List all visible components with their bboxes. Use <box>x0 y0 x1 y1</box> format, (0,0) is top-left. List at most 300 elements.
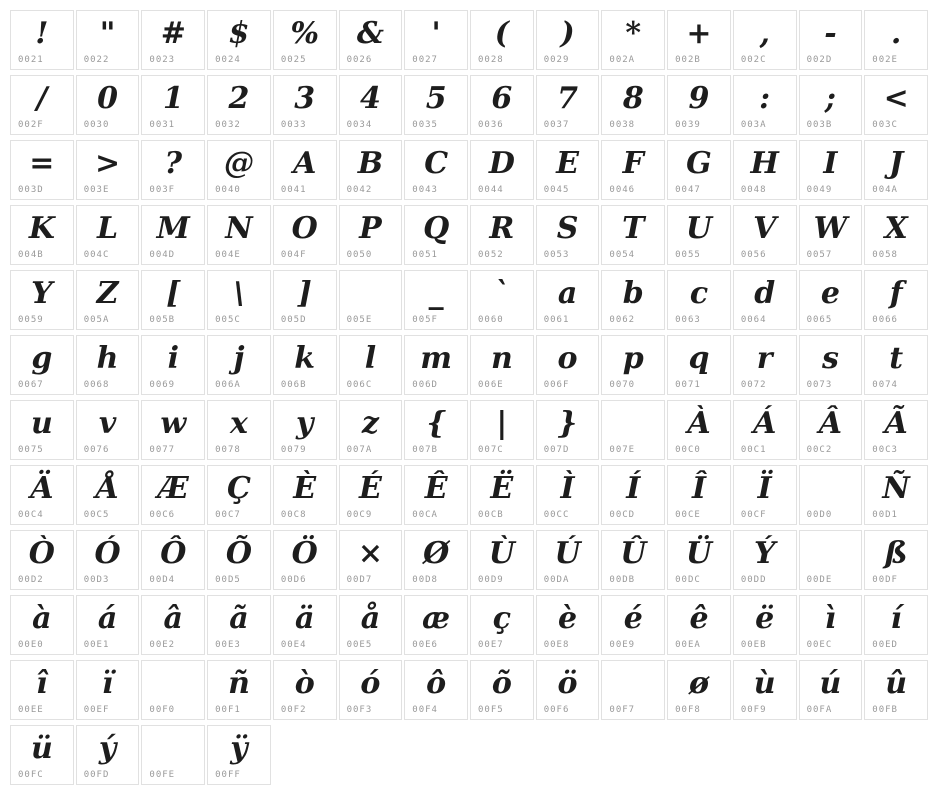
glyph-char: ( <box>494 16 509 51</box>
unicode-code-label: 007B <box>412 445 438 455</box>
unicode-code-label: 00EF <box>83 705 110 715</box>
unicode-code-label: 00CA <box>412 510 438 520</box>
unicode-code-label: 004D <box>149 250 176 260</box>
glyph-cell <box>207 595 271 655</box>
glyph-cell <box>141 335 205 395</box>
glyph-cell <box>207 140 271 200</box>
glyph-char: F <box>622 146 644 181</box>
glyph-char: | <box>496 406 508 441</box>
glyph-cell <box>76 465 140 525</box>
glyph-cell <box>601 660 665 720</box>
glyph-cell <box>76 530 140 590</box>
glyph-char: Û <box>620 536 647 571</box>
glyph-char: ù <box>753 666 776 701</box>
glyph-char: ü <box>30 731 53 766</box>
glyph-cell <box>470 335 534 395</box>
unicode-code-label: 00E9 <box>609 640 636 650</box>
glyph-char: à <box>32 601 52 636</box>
glyph-char: ì <box>824 601 837 636</box>
unicode-code-label: 002B <box>675 55 701 65</box>
glyph-cell <box>601 400 665 460</box>
unicode-code-label: 0031 <box>149 120 176 130</box>
glyph-cell <box>404 270 468 330</box>
glyph-cell <box>864 660 928 720</box>
glyph-cell <box>273 140 337 200</box>
glyph-cell <box>536 140 600 200</box>
glyph-cell <box>601 335 665 395</box>
glyph-cell <box>76 10 140 70</box>
glyph-cell <box>536 400 600 460</box>
glyph-cell <box>536 465 600 525</box>
unicode-code-label: 0024 <box>215 55 241 65</box>
unicode-code-label: 00C5 <box>83 510 110 520</box>
unicode-code-label: 003B <box>806 120 833 130</box>
unicode-code-label: 00E8 <box>543 640 570 650</box>
glyph-char <box>142 661 204 707</box>
glyph-cell <box>404 660 468 720</box>
glyph-cell <box>864 10 928 70</box>
glyph-char: g <box>31 341 53 376</box>
glyph-cell <box>470 140 534 200</box>
unicode-code-label: 0037 <box>543 120 570 130</box>
unicode-code-label: 0051 <box>412 250 438 260</box>
unicode-code-label: 002C <box>740 55 767 65</box>
glyph-char: È <box>293 471 317 506</box>
glyph-cell <box>799 140 863 200</box>
glyph-char: À <box>687 406 711 441</box>
glyph-char: T <box>622 211 645 246</box>
glyph-char: E <box>556 146 579 181</box>
glyph-cell <box>536 595 600 655</box>
unicode-code-label: 006D <box>412 380 438 390</box>
unicode-code-label: 00C2 <box>806 445 833 455</box>
unicode-code-label: 0033 <box>280 120 307 130</box>
glyph-cell <box>141 400 205 460</box>
glyph-cell <box>10 530 74 590</box>
glyph-cell <box>273 660 337 720</box>
glyph-char: < <box>883 81 909 116</box>
glyph-cell <box>404 140 468 200</box>
glyph-char: > <box>94 146 121 181</box>
glyph-char: - <box>824 16 837 51</box>
glyph-cell <box>799 335 863 395</box>
glyph-cell <box>141 595 205 655</box>
unicode-code-label: 00E5 <box>346 640 373 650</box>
glyph-cell <box>864 400 928 460</box>
glyph-char: Ò <box>28 536 55 571</box>
glyph-char: Ì <box>560 471 575 506</box>
glyph-char: { <box>426 406 446 441</box>
unicode-code-label: 003C <box>872 120 898 130</box>
glyph-char: 6 <box>491 81 513 116</box>
glyph-char: S <box>556 211 579 246</box>
glyph-char: U <box>685 211 713 246</box>
unicode-code-label: 004A <box>872 185 898 195</box>
glyph-char: J <box>889 146 904 181</box>
unicode-code-label: 0040 <box>215 185 241 195</box>
glyph-char: Ê <box>424 471 448 506</box>
glyph-char: Ë <box>490 471 514 506</box>
glyph-char: O <box>291 211 318 246</box>
unicode-code-label: 007E <box>609 445 636 455</box>
glyph-char: % <box>290 16 319 51</box>
glyph-char: G <box>686 146 712 181</box>
unicode-code-label: 003F <box>149 185 176 195</box>
glyph-char: Å <box>95 471 120 506</box>
glyph-cell <box>470 660 534 720</box>
glyph-char: q <box>688 341 710 376</box>
glyph-char: Ó <box>94 536 121 571</box>
glyph-cell <box>667 270 731 330</box>
glyph-cell <box>339 140 403 200</box>
unicode-code-label: 004E <box>215 250 241 260</box>
glyph-char: ï <box>101 666 114 701</box>
glyph-cell <box>601 270 665 330</box>
unicode-code-label: 0056 <box>740 250 767 260</box>
glyph-char: Ä <box>30 471 54 506</box>
glyph-char: I <box>823 146 838 181</box>
glyph-char: Õ <box>225 536 253 571</box>
glyph-cell <box>864 465 928 525</box>
unicode-code-label: 00D4 <box>149 575 176 585</box>
glyph-char: A <box>293 146 317 181</box>
unicode-code-label: 007C <box>478 445 504 455</box>
glyph-char: ! <box>35 16 49 51</box>
glyph-cell <box>733 140 797 200</box>
glyph-cell <box>207 465 271 525</box>
unicode-code-label: 00DB <box>609 575 636 585</box>
glyph-char: ß <box>884 536 908 571</box>
glyph-char: " <box>99 16 116 51</box>
glyph-cell <box>10 465 74 525</box>
glyph-char: å <box>360 601 381 636</box>
glyph-char: s <box>821 341 839 376</box>
unicode-code-label: 0021 <box>18 55 44 65</box>
glyph-char: Â <box>818 406 843 441</box>
glyph-cell <box>601 205 665 265</box>
glyph-char: Ø <box>423 536 450 571</box>
glyph-cell <box>864 530 928 590</box>
unicode-code-label: 00EA <box>675 640 701 650</box>
unicode-code-label: 0027 <box>412 55 438 65</box>
unicode-code-label: 005B <box>149 315 176 325</box>
glyph-char <box>602 661 664 707</box>
glyph-cell <box>207 205 271 265</box>
glyph-cell <box>733 660 797 720</box>
glyph-cell <box>601 595 665 655</box>
unicode-code-label: 00CE <box>675 510 701 520</box>
glyph-cell <box>339 400 403 460</box>
unicode-code-label: 00F7 <box>609 705 636 715</box>
unicode-code-label: 003D <box>18 185 44 195</box>
unicode-code-label: 007A <box>346 445 373 455</box>
unicode-code-label: 00E3 <box>215 640 241 650</box>
glyph-char: ê <box>689 601 709 636</box>
unicode-code-label: 0026 <box>346 55 373 65</box>
glyph-cell <box>667 205 731 265</box>
glyph-char: b <box>622 276 644 311</box>
glyph-cell <box>864 205 928 265</box>
unicode-code-label: 00DC <box>675 575 701 585</box>
unicode-code-label: 00DF <box>872 575 898 585</box>
unicode-code-label: 0036 <box>478 120 504 130</box>
glyph-cell <box>470 270 534 330</box>
glyph-char: 8 <box>622 81 644 116</box>
unicode-code-label: 00C6 <box>149 510 176 520</box>
glyph-cell <box>339 75 403 135</box>
glyph-char: $ <box>228 16 250 51</box>
glyph-cell <box>799 75 863 135</box>
glyph-char: , <box>759 16 770 51</box>
glyph-char: f <box>889 276 903 311</box>
glyph-char: w <box>160 406 187 441</box>
unicode-code-label: 0050 <box>346 250 373 260</box>
unicode-code-label: 00D3 <box>83 575 110 585</box>
glyph-cell <box>733 595 797 655</box>
glyph-char: ? <box>164 146 183 181</box>
unicode-code-label: 00E0 <box>18 640 44 650</box>
glyph-cell <box>339 335 403 395</box>
unicode-code-label: 0029 <box>543 55 570 65</box>
glyph-char: W <box>813 211 848 246</box>
unicode-code-label: 00C0 <box>675 445 701 455</box>
glyph-char: û <box>885 666 908 701</box>
glyph-cell <box>76 270 140 330</box>
unicode-code-label: 00CF <box>740 510 767 520</box>
glyph-cell <box>207 660 271 720</box>
unicode-code-label: 0068 <box>83 380 110 390</box>
glyph-cell <box>733 75 797 135</box>
glyph-char: Ñ <box>882 471 910 506</box>
unicode-code-label: 0057 <box>806 250 833 260</box>
glyph-char: a <box>557 276 578 311</box>
glyph-char: î <box>36 666 48 701</box>
unicode-code-label: 0064 <box>740 315 767 325</box>
glyph-cell <box>799 530 863 590</box>
glyph-char: 5 <box>425 81 447 116</box>
glyph-char: l <box>364 341 377 376</box>
glyph-char: Æ <box>157 471 189 506</box>
unicode-code-label: 006F <box>543 380 570 390</box>
glyph-char: c <box>689 276 709 311</box>
glyph-char: Ô <box>160 536 187 571</box>
unicode-code-label: 0053 <box>543 250 570 260</box>
unicode-code-label: 0052 <box>478 250 504 260</box>
unicode-code-label: 00E1 <box>83 640 110 650</box>
glyph-char: m <box>420 341 453 376</box>
unicode-code-label: 0061 <box>543 315 570 325</box>
unicode-code-label: 00FB <box>872 705 898 715</box>
glyph-char: ; <box>824 81 836 116</box>
glyph-char: n <box>490 341 513 376</box>
glyph-char: t <box>889 341 904 376</box>
unicode-code-label: 005E <box>346 315 373 325</box>
glyph-char: ò <box>294 666 315 701</box>
glyph-cell <box>141 205 205 265</box>
glyph-char <box>602 401 664 447</box>
glyph-cell <box>76 660 140 720</box>
unicode-code-label: 00F0 <box>149 705 176 715</box>
glyph-cell <box>10 595 74 655</box>
unicode-code-label: 00CB <box>478 510 504 520</box>
glyph-cell <box>141 725 205 785</box>
unicode-code-label: 00DE <box>806 575 833 585</box>
glyph-char: i <box>167 341 179 376</box>
glyph-char: v <box>98 406 117 441</box>
glyph-cell <box>864 140 928 200</box>
glyph-cell <box>76 400 140 460</box>
unicode-code-label: 00D2 <box>18 575 44 585</box>
glyph-cell <box>404 335 468 395</box>
unicode-code-label: 005D <box>280 315 307 325</box>
glyph-cell <box>667 400 731 460</box>
glyph-char: u <box>30 406 53 441</box>
unicode-code-label: 0049 <box>806 185 833 195</box>
glyph-cell <box>667 660 731 720</box>
unicode-code-label: 0054 <box>609 250 636 260</box>
glyph-char: â <box>163 601 183 636</box>
glyph-cell <box>273 530 337 590</box>
glyph-char: k <box>294 341 316 376</box>
glyph-cell <box>864 335 928 395</box>
glyph-cell <box>536 75 600 135</box>
glyph-cell <box>470 400 534 460</box>
unicode-code-label: 002F <box>18 120 44 130</box>
unicode-code-label: 002A <box>609 55 636 65</box>
unicode-code-label: 00F8 <box>675 705 701 715</box>
unicode-code-label: 00C8 <box>280 510 307 520</box>
unicode-code-label: 0045 <box>543 185 570 195</box>
unicode-code-label: 0035 <box>412 120 438 130</box>
unicode-code-label: 0034 <box>346 120 373 130</box>
glyph-char: . <box>890 16 902 51</box>
unicode-code-label: 002D <box>806 55 833 65</box>
glyph-cell <box>339 530 403 590</box>
glyph-cell <box>207 725 271 785</box>
glyph-cell <box>733 205 797 265</box>
glyph-cell <box>601 465 665 525</box>
glyph-char: É <box>358 471 382 506</box>
glyph-char: N <box>225 211 253 246</box>
glyph-cell <box>141 660 205 720</box>
glyph-cell <box>799 400 863 460</box>
glyph-char: è <box>558 601 578 636</box>
unicode-code-label: 0046 <box>609 185 636 195</box>
glyph-cell <box>601 530 665 590</box>
glyph-cell <box>799 660 863 720</box>
unicode-code-label: 00F1 <box>215 705 241 715</box>
glyph-cell <box>76 205 140 265</box>
unicode-code-label: 0069 <box>149 380 176 390</box>
glyph-cell <box>864 595 928 655</box>
glyph-cell <box>273 205 337 265</box>
unicode-code-label: 00F6 <box>543 705 570 715</box>
unicode-code-label: 0073 <box>806 380 833 390</box>
glyph-char: z <box>361 406 379 441</box>
glyph-cell <box>799 10 863 70</box>
glyph-cell <box>536 660 600 720</box>
glyph-char: o <box>557 341 578 376</box>
unicode-code-label: 005C <box>215 315 241 325</box>
glyph-char: p <box>622 341 644 376</box>
unicode-code-label: 006B <box>280 380 307 390</box>
glyph-cell <box>273 75 337 135</box>
glyph-char: Ç <box>227 471 251 506</box>
unicode-code-label: 0072 <box>740 380 767 390</box>
unicode-code-label: 0025 <box>280 55 307 65</box>
glyph-cell <box>799 270 863 330</box>
glyph-char: Ú <box>554 536 581 571</box>
unicode-code-label: 00E7 <box>478 640 504 650</box>
unicode-code-label: 00C7 <box>215 510 241 520</box>
glyph-char: 9 <box>688 81 710 116</box>
glyph-char: 4 <box>359 81 381 116</box>
unicode-code-label: 0075 <box>18 445 44 455</box>
glyph-cell <box>404 205 468 265</box>
unicode-code-label: 0071 <box>675 380 701 390</box>
glyph-char: Ã <box>884 406 908 441</box>
glyph-cell <box>10 10 74 70</box>
unicode-code-label: 0066 <box>872 315 898 325</box>
unicode-code-label: 00FD <box>83 770 110 780</box>
unicode-code-label: 0074 <box>872 380 898 390</box>
unicode-code-label: 00D7 <box>346 575 373 585</box>
glyph-char: ' <box>431 16 441 51</box>
unicode-code-label: 00F5 <box>478 705 504 715</box>
glyph-char: ) <box>560 16 575 51</box>
glyph-cell <box>339 10 403 70</box>
unicode-code-label: 003E <box>83 185 110 195</box>
unicode-code-label: 004F <box>280 250 307 260</box>
glyph-char: h <box>96 341 119 376</box>
glyph-char: Q <box>423 211 450 246</box>
glyph-cell <box>733 400 797 460</box>
glyph-char: 3 <box>294 81 316 116</box>
glyph-cell <box>141 530 205 590</box>
glyph-char: í <box>890 601 902 636</box>
glyph-cell <box>273 335 337 395</box>
glyph-char: ó <box>360 666 381 701</box>
glyph-char: á <box>97 601 118 636</box>
unicode-code-label: 00D9 <box>478 575 504 585</box>
unicode-code-label: 0038 <box>609 120 636 130</box>
unicode-code-label: 00F4 <box>412 705 438 715</box>
unicode-code-label: 0070 <box>609 380 636 390</box>
glyph-cell <box>404 465 468 525</box>
glyph-cell <box>799 595 863 655</box>
unicode-code-label: 0030 <box>83 120 110 130</box>
glyph-char: D <box>488 146 515 181</box>
unicode-code-label: 0079 <box>280 445 307 455</box>
glyph-char: 0 <box>97 81 118 116</box>
glyph-char: L <box>97 211 119 246</box>
unicode-code-label: 006A <box>215 380 241 390</box>
glyph-char: õ <box>491 666 512 701</box>
glyph-cell <box>207 400 271 460</box>
unicode-code-label: 00E2 <box>149 640 176 650</box>
glyph-char: ö <box>557 666 578 701</box>
unicode-code-label: 0058 <box>872 250 898 260</box>
glyph-char: M <box>156 211 190 246</box>
glyph-cell <box>10 270 74 330</box>
glyph-char: é <box>623 601 643 636</box>
glyph-char: Á <box>753 406 777 441</box>
glyph-cell <box>601 140 665 200</box>
glyph-char: ú <box>819 666 842 701</box>
glyph-cell <box>339 465 403 525</box>
glyph-char: 1 <box>162 81 184 116</box>
unicode-code-label: 00CD <box>609 510 636 520</box>
